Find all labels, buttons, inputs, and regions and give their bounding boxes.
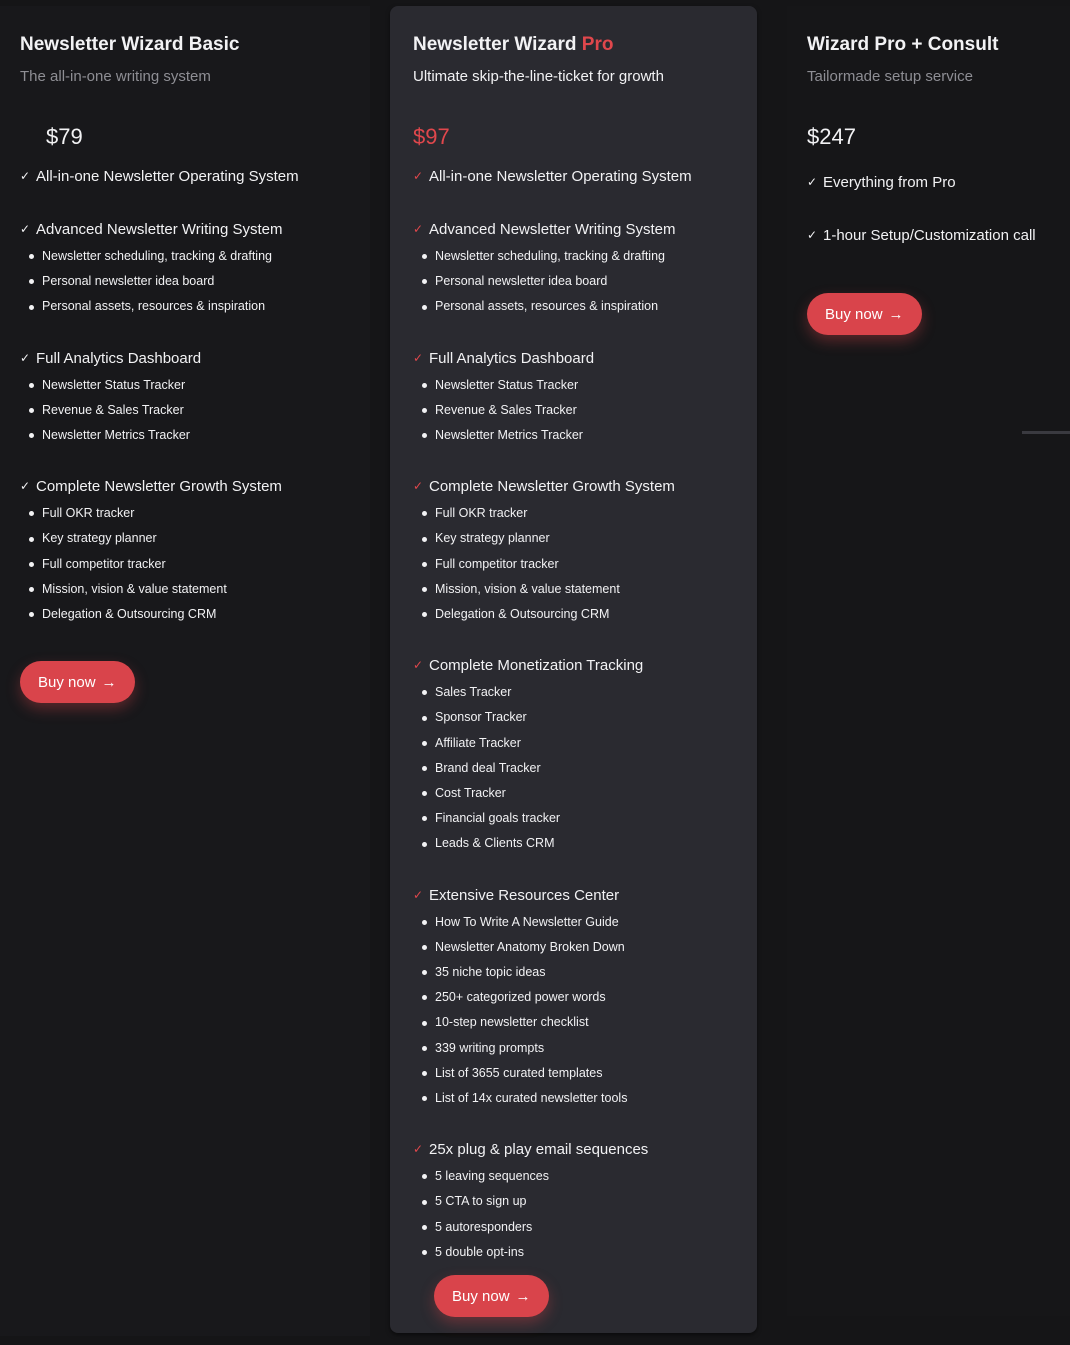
feature-heading [413, 344, 734, 373]
feature-item-text: Key strategy planner [435, 531, 550, 546]
feature-group [20, 215, 350, 320]
feature-item [413, 552, 734, 577]
plan-price: $79 [46, 124, 83, 149]
feature-item [413, 398, 734, 423]
bullet-icon [29, 305, 34, 310]
plan-price: $247 [807, 124, 856, 149]
bullet-icon [422, 1071, 427, 1076]
bullet-icon [422, 433, 427, 438]
plan-card-basic [0, 6, 370, 1336]
bullet-icon [29, 537, 34, 542]
feature-item [413, 1215, 734, 1240]
feature-heading [807, 221, 1050, 250]
check-icon: ✓ [413, 169, 424, 183]
feature-item [413, 244, 734, 269]
bullet-icon [29, 254, 34, 259]
bullet-icon [422, 1021, 427, 1026]
bullet-icon [422, 562, 427, 567]
feature-heading-text: Complete Newsletter Growth System [36, 478, 282, 496]
feature-heading-text: Advanced Newsletter Writing System [36, 221, 283, 238]
check-icon: ✓ [413, 350, 424, 365]
feature-item [20, 373, 350, 398]
feature-heading-text: 1-hour Setup/Customization call [823, 227, 1036, 244]
bullet-icon [422, 995, 427, 1000]
feature-item-text: Newsletter scheduling, tracking & drafting [42, 249, 272, 263]
feature-item-text: 5 leaving sequences [435, 1169, 549, 1184]
buy-now-label: Buy now [825, 305, 883, 323]
buy-now-button[interactable] [20, 661, 135, 703]
feature-item-text: 250+ categorized power words [435, 990, 606, 1005]
bullet-icon [422, 1200, 427, 1205]
feature-item-text: Mission, vision & value statement [435, 581, 620, 596]
bullet-icon [422, 920, 427, 925]
feature-heading [20, 344, 350, 373]
bullet-icon [422, 690, 427, 695]
feature-item [20, 398, 350, 423]
feature-heading [413, 215, 734, 244]
feature-item [20, 294, 350, 319]
bullet-icon [422, 970, 427, 975]
feature-group [807, 168, 1050, 197]
bullet-icon [422, 816, 427, 821]
feature-item [413, 1189, 734, 1214]
plan-card-consult [787, 6, 1070, 1316]
feature-item [413, 423, 734, 448]
bullet-icon [422, 1225, 427, 1230]
feature-item [413, 960, 734, 985]
feature-group [413, 344, 734, 449]
check-icon: ✓ [413, 658, 424, 673]
bullet-icon [422, 1174, 427, 1179]
feature-item [413, 1164, 734, 1189]
feature-item [20, 552, 350, 577]
feature-heading-text: All-in-one Newsletter Operating System [429, 168, 692, 185]
feature-group [807, 221, 1050, 250]
feature-item [413, 294, 734, 319]
bullet-icon [422, 1250, 427, 1255]
feature-item [413, 526, 734, 551]
bullet-icon [422, 842, 427, 847]
bullet-icon [422, 383, 427, 388]
feature-heading [20, 215, 350, 244]
feature-item-text: Newsletter Anatomy Broken Down [435, 939, 625, 954]
buy-now-label: Buy now [452, 1287, 510, 1305]
feature-item-text: Mission, vision & value statement [42, 581, 227, 596]
feature-item-text: 5 double opt-ins [435, 1244, 524, 1259]
plan-title-text: Wizard Pro + Consult [807, 34, 999, 55]
feature-item-text: Revenue & Sales Tracker [435, 402, 577, 417]
feature-item-text: 10-step newsletter checklist [435, 1015, 589, 1030]
feature-heading [807, 168, 1050, 197]
feature-group [20, 472, 350, 627]
feature-item [413, 756, 734, 781]
feature-item [413, 1240, 734, 1265]
feature-item-text: Financial goals tracker [435, 811, 561, 826]
feature-item-text: Newsletter Metrics Tracker [435, 428, 583, 443]
plan-card-pro [390, 6, 757, 1333]
feature-group [413, 215, 734, 320]
feature-heading-text: Full Analytics Dashboard [36, 349, 202, 367]
feature-heading [20, 162, 350, 191]
feature-item [20, 423, 350, 448]
check-icon: ✓ [20, 222, 31, 236]
bullet-icon [29, 562, 34, 567]
bullet-icon [29, 587, 34, 592]
feature-item-text: Sponsor Tracker [435, 710, 527, 725]
bullet-icon [422, 612, 427, 617]
feature-group [413, 472, 734, 627]
feature-item [20, 269, 350, 294]
bullet-icon [29, 279, 34, 284]
bullet-icon [422, 279, 427, 284]
bullet-icon [422, 537, 427, 542]
feature-item [413, 731, 734, 756]
check-icon: ✓ [413, 887, 424, 902]
plan-title-text: Newsletter Wizard [413, 34, 582, 55]
feature-heading-text: Complete Newsletter Growth System [429, 478, 675, 496]
feature-list [413, 162, 734, 1265]
feature-item-text: Newsletter scheduling, tracking & drafting [435, 249, 665, 263]
feature-item [413, 1086, 734, 1111]
feature-heading-text: Extensive Resources Center [429, 886, 620, 904]
feature-item [20, 577, 350, 602]
feature-item [413, 602, 734, 627]
feature-heading-text: Advanced Newsletter Writing System [429, 221, 676, 238]
feature-item [413, 1036, 734, 1061]
feature-heading [20, 472, 350, 501]
feature-item [413, 935, 734, 960]
feature-item [20, 526, 350, 551]
feature-list [20, 162, 350, 627]
feature-item [413, 1061, 734, 1086]
feature-heading [413, 881, 734, 910]
bullet-icon [422, 945, 427, 950]
bullet-icon [29, 511, 34, 516]
feature-item-text: 339 writing prompts [435, 1040, 545, 1055]
feature-item [413, 1010, 734, 1035]
bullet-icon [422, 791, 427, 796]
check-icon: ✓ [20, 479, 31, 494]
feature-item-text: Affiliate Tracker [435, 735, 521, 750]
feature-item-text: Newsletter Status Tracker [435, 377, 579, 392]
check-icon: ✓ [20, 350, 31, 365]
feature-heading-text: Complete Monetization Tracking [429, 657, 644, 675]
feature-item [20, 244, 350, 269]
feature-item-text: Full competitor tracker [435, 556, 559, 571]
feature-item-text: 35 niche topic ideas [435, 965, 546, 980]
feature-item-text: Personal newsletter idea board [42, 274, 215, 289]
feature-item [413, 910, 734, 935]
check-icon: ✓ [807, 228, 818, 242]
feature-item-text: Cost Tracker [435, 786, 506, 801]
feature-heading-text: Full Analytics Dashboard [429, 349, 595, 367]
plan-subtitle: Ultimate skip-the-line-ticket for growth [413, 68, 664, 85]
feature-item [413, 831, 734, 856]
check-icon: ✓ [20, 169, 31, 183]
bullet-icon [422, 716, 427, 721]
feature-item-text: List of 14x curated newsletter tools [435, 1091, 628, 1106]
bullet-icon [29, 433, 34, 438]
feature-item-text: Key strategy planner [42, 531, 157, 546]
feature-item-text: Full competitor tracker [42, 556, 166, 571]
feature-list [807, 168, 1050, 250]
bullet-icon [29, 383, 34, 388]
bullet-icon [422, 305, 427, 310]
feature-item-text: Newsletter Status Tracker [42, 377, 186, 392]
plan-title [413, 32, 734, 58]
feature-item [413, 680, 734, 705]
arrow-right-icon: → [101, 673, 117, 691]
feature-heading [413, 651, 734, 680]
feature-item-text: Personal newsletter idea board [435, 274, 608, 289]
feature-item-text: 5 autoresponders [435, 1219, 533, 1234]
feature-heading-text: All-in-one Newsletter Operating System [36, 168, 299, 185]
arrow-right-icon: → [888, 305, 904, 323]
feature-heading [413, 472, 734, 501]
feature-group [413, 651, 734, 856]
buy-now-button[interactable] [807, 293, 922, 335]
feature-group [413, 1135, 734, 1265]
plan-title-accent: Pro [581, 34, 614, 55]
feature-group [20, 344, 350, 449]
feature-item [413, 705, 734, 730]
feature-item-text: Full OKR tracker [435, 506, 528, 521]
feature-item-text: Revenue & Sales Tracker [42, 402, 184, 417]
feature-group [413, 881, 734, 1112]
feature-heading-text: 25x plug & play email sequences [429, 1141, 649, 1159]
feature-item-text: 5 CTA to sign up [435, 1194, 527, 1209]
feature-item [413, 806, 734, 831]
feature-item-text: Personal assets, resources & inspiration [42, 299, 266, 314]
feature-item [413, 501, 734, 526]
buy-now-label: Buy now [38, 673, 96, 691]
feature-item [413, 269, 734, 294]
bullet-icon [422, 766, 427, 771]
feature-item-text: Sales Tracker [435, 685, 512, 700]
feature-item [413, 577, 734, 602]
feature-group [20, 162, 350, 191]
arrow-right-icon: → [515, 1287, 531, 1305]
feature-item [413, 781, 734, 806]
bullet-icon [422, 511, 427, 516]
bullet-icon [29, 408, 34, 413]
feature-item [413, 373, 734, 398]
plan-subtitle: Tailormade setup service [807, 68, 973, 85]
feature-item-text: List of 3655 curated templates [435, 1065, 603, 1080]
feature-item [20, 501, 350, 526]
feature-item-text: Full OKR tracker [42, 506, 135, 521]
feature-item-text: Brand deal Tracker [435, 760, 541, 775]
bullet-icon [422, 587, 427, 592]
bullet-icon [422, 254, 427, 259]
bullet-icon [422, 408, 427, 413]
scrollbar[interactable] [1022, 431, 1070, 434]
feature-item-text: Personal assets, resources & inspiration [435, 299, 659, 314]
feature-group [413, 162, 734, 191]
check-icon: ✓ [413, 479, 424, 494]
feature-item-text: Delegation & Outsourcing CRM [42, 607, 217, 622]
feature-item [413, 985, 734, 1010]
plan-title-text: Newsletter Wizard Basic [20, 34, 240, 55]
feature-heading [413, 162, 734, 191]
feature-item-text: Newsletter Metrics Tracker [42, 428, 190, 443]
bullet-icon [422, 1046, 427, 1051]
plan-title [807, 32, 1050, 58]
feature-item-text: Delegation & Outsourcing CRM [435, 607, 610, 622]
feature-item-text: How To Write A Newsletter Guide [435, 914, 619, 929]
feature-heading [413, 1135, 734, 1164]
feature-heading-text: Everything from Pro [823, 174, 956, 191]
bullet-icon [422, 741, 427, 746]
feature-item-text: Leads & Clients CRM [435, 836, 555, 851]
plan-price: $97 [413, 124, 450, 149]
feature-item [20, 602, 350, 627]
check-icon: ✓ [807, 175, 818, 189]
buy-now-button[interactable] [434, 1275, 549, 1317]
check-icon: ✓ [413, 1142, 424, 1157]
plan-title [20, 32, 350, 58]
bullet-icon [29, 612, 34, 617]
plan-subtitle: The all-in-one writing system [20, 68, 211, 85]
bullet-icon [422, 1096, 427, 1101]
check-icon: ✓ [413, 222, 424, 236]
